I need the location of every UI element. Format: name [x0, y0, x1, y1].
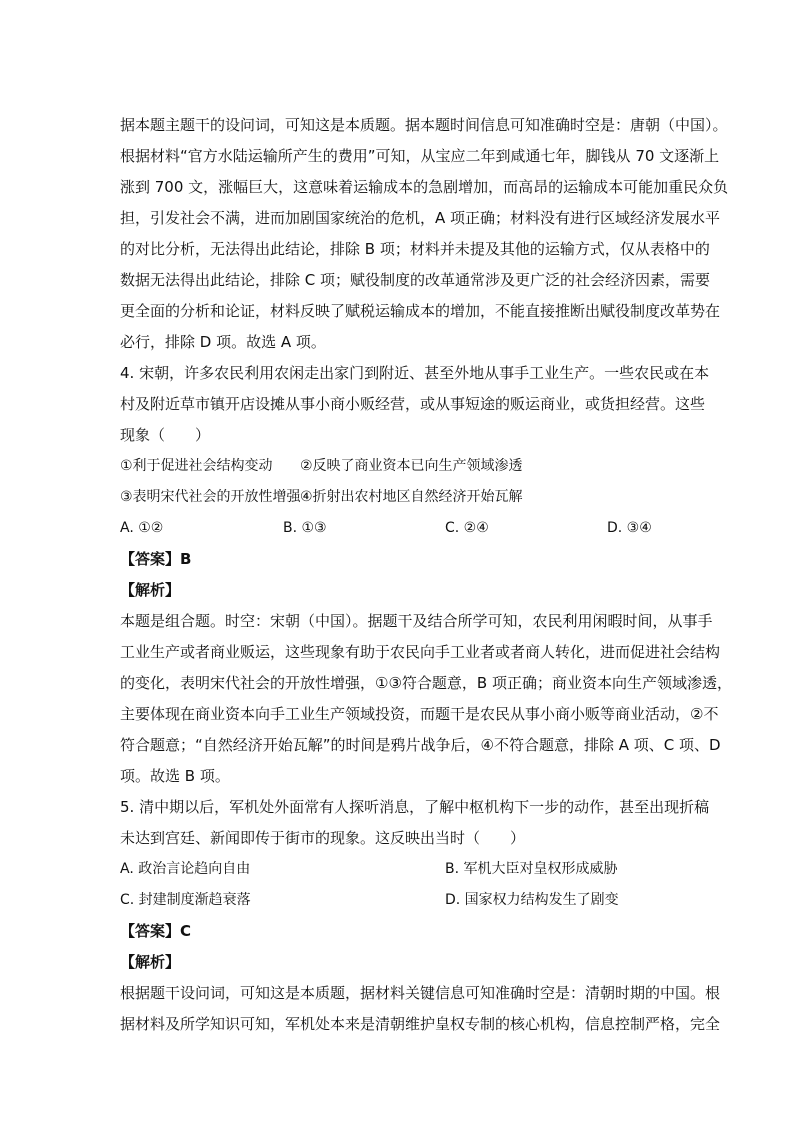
statement-1: ①利于促进社会结构变动 [120, 458, 273, 474]
analysis-label: 【解析】 [120, 581, 181, 599]
analysis-label: 【解析】 [120, 953, 181, 971]
question-stem-line: 4. 宋朝，许多农民利用农闲走出家门到附近、甚至外地从事手工业生产。一些农民或在本 [120, 364, 710, 382]
question-stem-line: 村及附近草市镇开店设摊从事小商小贩经营，或从事短途的贩运商业，或货担经营。这些 [120, 395, 706, 413]
option-row [120, 513, 680, 544]
option-c: C. 封建制度渐趋衰落 [120, 892, 251, 908]
text-line: 的对比分析，无法得出此结论，排除 B 项；材料并未提及其他的运输方式，仅从表格中的 [120, 240, 710, 258]
statement-4: ④折射出农村地区自然经济开始瓦解 [300, 489, 523, 505]
option-a: A. 政治言论趋向自由 [120, 861, 251, 877]
option-a: A. ①② [120, 520, 164, 536]
text-line: 根据材料“官方水陆运输所产生的费用”可知，从宝应二年到咸通七年，脚钱从 70 文逐渐上 [120, 147, 720, 165]
prev-analysis [120, 110, 729, 358]
text-line: 数据无法得出此结论，排除 C 项；赋役制度的改革通常涉及更广泛的社会经济因素，需要 [120, 271, 711, 289]
option-c: C. ②④ [445, 520, 489, 536]
answer-line: 【答案】B [120, 550, 192, 568]
analysis-line: 本题是组合题。时空：宋朝（中国）。据题干及结合所学可知，农民利用闲暇时间，从事手 [120, 612, 713, 630]
statement-row [120, 482, 680, 513]
text-line: 涨到 700 文，涨幅巨大，这意味着运输成本的急剧增加，而高昂的运输成本可能加重民众负 [120, 178, 729, 196]
question-stem-line: 未达到宫廷、新闻即传于街市的现象。这反映出当时（ ） [120, 829, 526, 847]
analysis-line: 符合题意；“自然经济开始瓦解”的时间是鸦片战争后，④不符合题意，排除 A 项、C 项、D [120, 736, 721, 754]
option-row [120, 854, 680, 885]
analysis-line: 根据题干设问词，可知这是本质题，据材料关键信息可知准确时空是：清朝时期的中国。根 [120, 984, 721, 1002]
option-d: D. ③④ [607, 520, 652, 536]
question-4 [120, 358, 732, 792]
question-stem-line: 现象（ ） [120, 426, 211, 444]
analysis-line: 工业生产或者商业贩运，这些现象有助于农民向手工业者或者商人转化，进而促进社会结构 [120, 643, 721, 661]
statement-row [120, 451, 680, 482]
text-line: 担，引发社会不满，进而加剧国家统治的危机，A 项正确；材料没有进行区域经济发展水平 [120, 209, 721, 227]
option-b: B. 军机大臣对皇权形成威胁 [445, 861, 618, 877]
question-5 [120, 792, 721, 1040]
option-row [120, 885, 680, 916]
analysis-line: 项。故选 B 项。 [120, 767, 230, 785]
analysis-line: 据材料及所学知识可知，军机处本来是清朝维护皇权专制的核心机构，信息控制严格，完全 [120, 1015, 721, 1033]
statement-3: ③表明宋代社会的开放性增强 [120, 489, 301, 505]
text-line: 必行，排除 D 项。故选 A 项。 [120, 333, 326, 351]
option-b: B. ①③ [283, 520, 327, 536]
question-stem-line: 5. 清中期以后，军机处外面常有人探听消息，了解中枢机构下一步的动作，甚至出现折稿 [120, 798, 710, 816]
answer-line: 【答案】C [120, 922, 192, 940]
text-line: 据本题主题干的设问词，可知这是本质题。据本题时间信息可知准确时空是：唐朝（中国）。 [120, 116, 728, 134]
analysis-line: 主要体现在商业资本向手工业生产领域投资，而题干是农民从事小商小贩等商业活动，②不 [120, 705, 719, 723]
statement-2: ②反映了商业资本已向生产领域渗透 [300, 458, 523, 474]
analysis-line: 的变化，表明宋代社会的开放性增强，①③符合题意，B 项正确；商业资本向生产领域渗透， [120, 674, 732, 692]
text-line: 更全面的分析和论证，材料反映了赋税运输成本的增加，不能直接推断出赋役制度改革势在 [120, 302, 721, 320]
option-d: D. 国家权力结构发生了剧变 [445, 892, 619, 908]
document-page [120, 110, 732, 1040]
